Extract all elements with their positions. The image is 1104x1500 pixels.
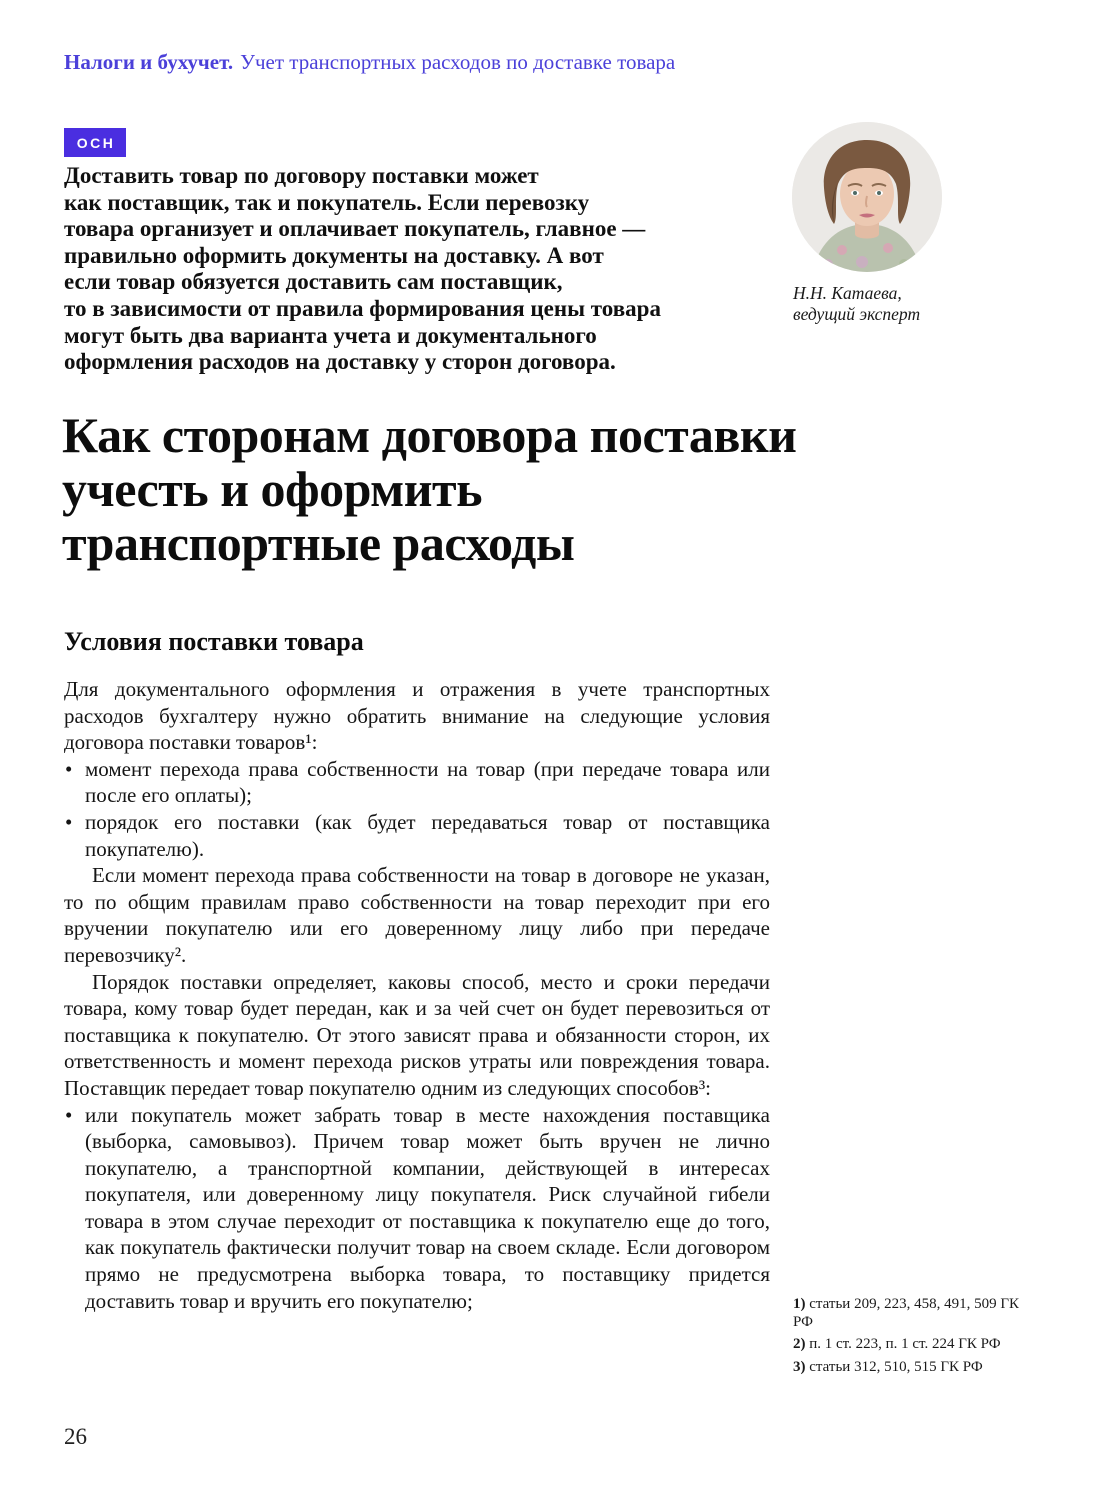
headline-line: учесть и оформить bbox=[62, 461, 483, 517]
lead-line: товара организует и оплачивает покупатель, главное — bbox=[64, 216, 646, 242]
page-number: 26 bbox=[64, 1424, 87, 1449]
paragraph: Порядок поставки определяет, каковы способ, место и сроки передачи товара, кому товар будет передан, как и за чей счет он будет перевозиться от поставщика к покупателю. От этого зависят права и обязанности сторон, их ответственность и момент перехода рисков утраты или повреждения товара. Поставщик передает товар покупателю одним из следующих способов³: bbox=[64, 969, 770, 1100]
footnote-text: статьи 209, 223, 458, 491, 509 ГК РФ bbox=[793, 1296, 1020, 1330]
article-headline bbox=[62, 408, 1042, 570]
bullet-list bbox=[64, 1102, 770, 1315]
lead-paragraph bbox=[64, 163, 804, 376]
footnote bbox=[793, 1336, 1025, 1354]
author-portrait-illustration bbox=[792, 122, 942, 272]
running-head bbox=[64, 50, 964, 75]
footnote-text: статьи 312, 510, 515 ГК РФ bbox=[809, 1358, 983, 1375]
footnote-number: 1) bbox=[793, 1296, 806, 1312]
author-caption bbox=[793, 283, 1033, 325]
lead-line: если товар обязуется доставить сам поставщик, bbox=[64, 269, 563, 295]
footnote bbox=[793, 1359, 1025, 1377]
bullet-item: • или покупатель может забрать товар в месте нахождения поставщика (выборка, самовывоз). Причем товар может быть вручен не лично покупателю, а транспортной компании, действующей в интересах покупателя, или доверенному лицу покупателя. Риск случайной гибели товара в этом случае переходит от поставщика к покупателю еще до того, как покупатель фактически получит товар на своем складе. Если договором прямо не предусмотрена выборка товара, то поставщику придется доставить товар и вручить его покупателю; bbox=[64, 1102, 770, 1315]
article-topic: Учет транспортных расходов по доставке товара bbox=[240, 50, 676, 74]
bullet-item: • момент перехода права собственности на товар (при передаче товара или после его оплаты); bbox=[64, 756, 770, 809]
headline-line: Как сторонам договора поставки bbox=[62, 407, 797, 463]
footnote bbox=[793, 1296, 1025, 1331]
footnote-number: 2) bbox=[793, 1336, 806, 1353]
footnote-text: п. 1 ст. 223, п. 1 ст. 224 ГК РФ bbox=[809, 1336, 1001, 1353]
section-heading: Условия поставки товара bbox=[64, 627, 364, 656]
author-role: ведущий эксперт bbox=[793, 304, 921, 324]
footnote-number: 3) bbox=[793, 1358, 806, 1375]
rubric-title: Налоги и бухучет. bbox=[64, 50, 234, 74]
article-body bbox=[64, 676, 770, 1314]
lead-line: оформления расходов на доставку у сторон договора. bbox=[64, 349, 616, 375]
paragraph: Для документального оформления и отражения в учете транспортных расходов бухгалтеру нужно обратить внимание на следующие условия договора поставки товаров¹: bbox=[64, 677, 770, 755]
author-name: Н.Н. Катаева, bbox=[793, 283, 902, 303]
lead-line: Доставить товар по договору поставки может bbox=[64, 163, 539, 188]
lead-line: как поставщик, так и покупатель. Если перевозку bbox=[64, 189, 590, 215]
tax-regime-badge bbox=[64, 128, 126, 157]
author-photo bbox=[792, 122, 942, 272]
tax-regime-label: ОСН bbox=[76, 134, 116, 151]
lead-line: правильно оформить документы на доставку. А вот bbox=[64, 242, 604, 268]
lead-line: то в зависимости от правила формирования цены товара bbox=[64, 295, 661, 321]
bullet-item: • порядок его поставки (как будет передаваться товар от поставщика покупателю). bbox=[64, 809, 770, 862]
headline-line: транспортные расходы bbox=[62, 515, 575, 571]
footnotes bbox=[793, 1296, 1025, 1381]
lead-line: могут быть два варианта учета и документального bbox=[64, 322, 597, 348]
bullet-list bbox=[64, 756, 770, 862]
paragraph: Если момент перехода права собственности на товар в договоре не указан, то по общим правилам право собственности на товар переходит при его вручении покупателю или его доверенному лицу либо при передаче перевозчику². bbox=[64, 863, 770, 967]
